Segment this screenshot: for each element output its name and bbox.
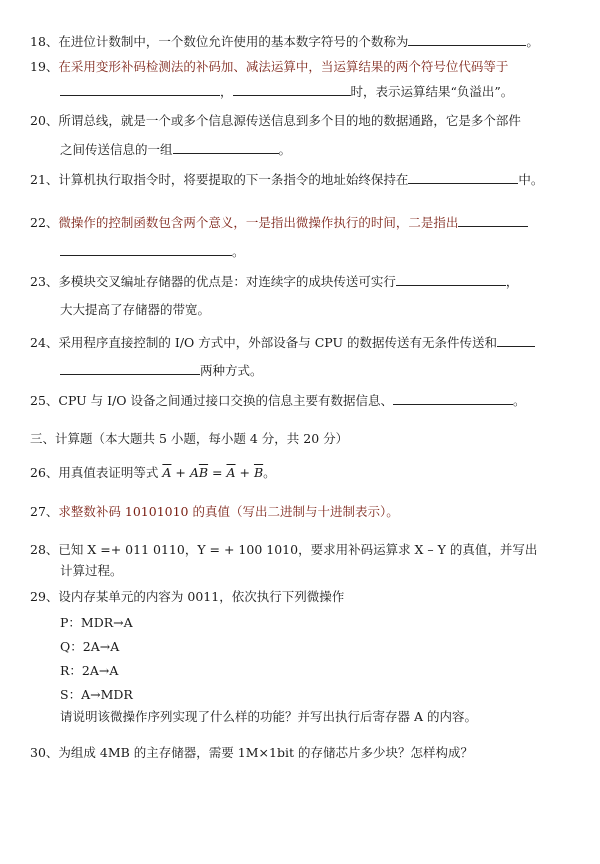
question-text: 在采用变形补码检测法的补码加、减法运算中，当运算结果的两个符号位代码等于: [58, 59, 509, 74]
question-text: 微操作的控制函数包含两个意义，一是指出微操作执行的时间，二是指出: [58, 215, 459, 230]
question-28: [30, 541, 537, 559]
question-number: 27、: [30, 504, 59, 519]
answer-blank[interactable]: [233, 82, 351, 96]
boolean-equation: $\overline{A} + A\overline{B} = \overline{A} + \overline{B}$: [162, 465, 264, 480]
answer-blank[interactable]: [408, 170, 518, 184]
question-23-line2: 大大提高了存储器的带宽。: [60, 302, 211, 317]
question-text: 所谓总线，就是一个或多个信息源传送信息到多个目的地的数据通路，它是多个部件: [58, 113, 521, 128]
answer-blank[interactable]: [458, 213, 528, 227]
question-27: [30, 503, 399, 521]
question-number: 21、: [30, 172, 59, 187]
question-number: 18、: [30, 34, 59, 49]
question-number: 30、: [30, 745, 59, 760]
question-text: 采用程序直接控制的 I/O 方式中，外部设备与 CPU 的数据传送有无条件传送和: [58, 335, 497, 350]
question-text: 求整数补码 10101010 的真值（写出二进制与十进制表示）。: [58, 504, 399, 519]
micro-op-s: S：A→MDR: [60, 687, 133, 702]
answer-blank[interactable]: [60, 82, 220, 96]
question-28-line2: 计算过程。: [60, 563, 123, 578]
question-number: 22、: [30, 215, 59, 230]
question-number: 23、: [30, 274, 59, 289]
question-text: CPU 与 I/O 设备之间通过接口交换的信息主要有数据信息、: [58, 393, 394, 408]
question-text: 多模块交叉编址存储器的优点是：对连续字的成块传送可实行: [58, 274, 396, 289]
question-30: [30, 744, 473, 762]
question-22: [30, 213, 528, 232]
question-18: 18、在进位计数制中，一个数位允许使用的基本数字符号的个数称为 。: [30, 34, 539, 49]
question-text: 计算机执行取指令时，将要提取的下一条指令的地址始终保持在: [58, 172, 409, 187]
micro-op-q: Q：2A→A: [60, 639, 120, 654]
question-number: 24、: [30, 335, 59, 350]
question-number: 19、: [30, 59, 59, 74]
question-number: 29、: [30, 589, 59, 604]
question-29-prompt: 请说明该微操作序列实现了什么样的功能？并写出执行后寄存器 A 的内容。: [60, 709, 477, 724]
question-text: 在进位计数制中，一个数位允许使用的基本数字符号的个数称为: [58, 34, 409, 49]
question-number: 20、: [30, 113, 59, 128]
question-number: 28、: [30, 542, 59, 557]
question-21: 21、计算机执行取指令时，将要提取的下一条指令的地址始终保持在 中。: [30, 172, 544, 187]
answer-blank[interactable]: [60, 361, 200, 375]
answer-blank[interactable]: [393, 391, 513, 405]
micro-op-p: P：MDR→A: [60, 615, 133, 630]
question-19: [30, 58, 508, 76]
question-24: [30, 333, 535, 352]
question-25: 25、CPU 与 I/O 设备之间通过接口交换的信息主要有数据信息、 。: [30, 393, 526, 408]
question-number: 25、: [30, 393, 59, 408]
question-22-line2: 。: [60, 242, 245, 261]
answer-blank[interactable]: [408, 32, 526, 46]
question-20-line2: 之间传送信息的一组 。: [60, 142, 292, 157]
question-number: 26、: [30, 465, 59, 480]
micro-op-r: R：2A→A: [60, 663, 119, 678]
answer-blank[interactable]: [497, 333, 535, 347]
question-text: 已知 X =+ 011 0110，Y = + 100 1010，要求用补码运算求 X – Y 的真值，并写出: [58, 542, 538, 557]
question-19-line2: ， 时，表示运算结果“负溢出”。: [60, 82, 513, 101]
question-26: 26、用真值表证明等式 $\overline{A} + A\overline{B} = \overline{A} + \overline{B}$。: [30, 465, 276, 480]
question-text: 设内存某单元的内容为 0011，依次执行下列微操作: [58, 589, 345, 604]
question-20: [30, 112, 521, 130]
question-text: 用真值表证明等式: [58, 465, 159, 480]
question-29: [30, 588, 344, 606]
question-23: 23、多模块交叉编址存储器的优点是：对连续字的成块传送可实行 ，: [30, 274, 519, 289]
answer-blank[interactable]: [173, 140, 279, 154]
answer-blank[interactable]: [60, 242, 232, 256]
section-heading: 三、计算题（本大题共 5 小题，每小题 4 分，共 20 分）: [30, 431, 349, 446]
question-text: 为组成 4MB 的主存储器，需要 1M×1bit 的存储芯片多少块？怎样构成？: [58, 745, 473, 760]
answer-blank[interactable]: [396, 272, 506, 286]
question-24-line2: 两种方式。: [60, 361, 263, 380]
